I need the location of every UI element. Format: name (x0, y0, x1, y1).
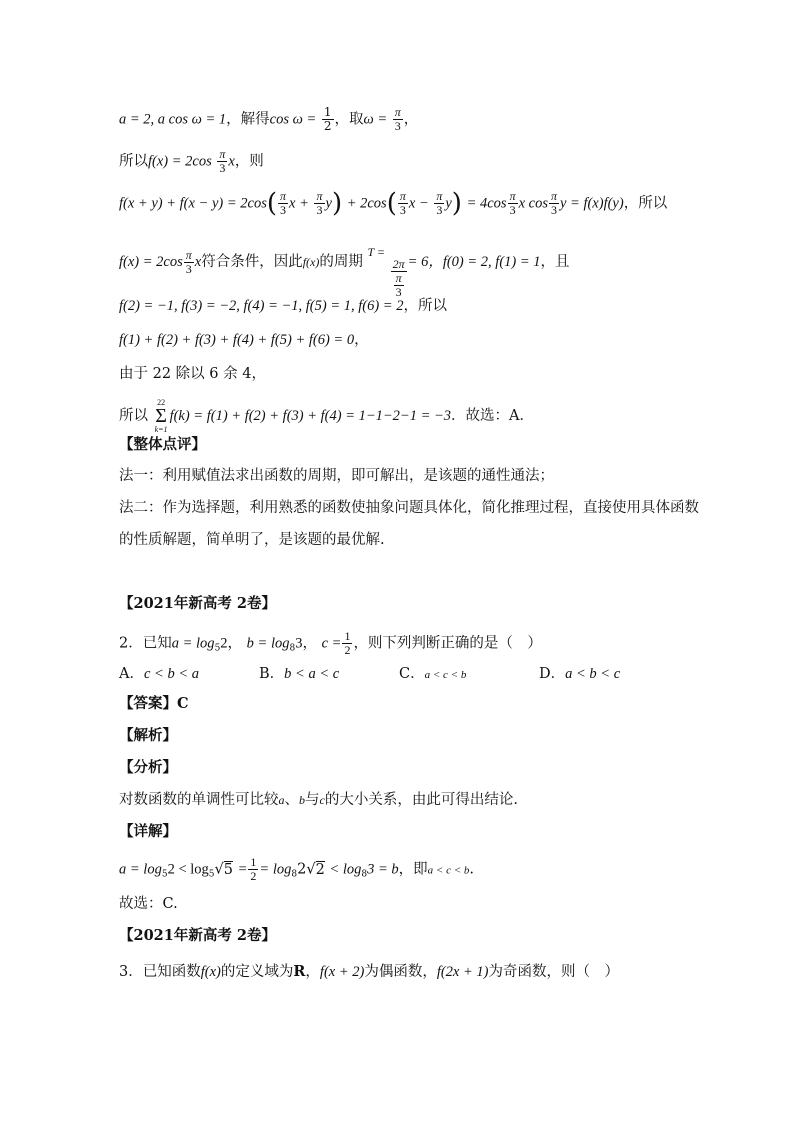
text-suoyi: ，所以 (623, 195, 668, 212)
q2-options (119, 664, 679, 685)
math-omega-eq: ω = (363, 111, 388, 128)
solution-line-8: 所以 22 Σ k=1 f(k) = f(1) + f(2) + f(3) + f(4) = 1−1−2−1 = −3．故选：A． (119, 398, 535, 434)
text-choice-a: ．故选：A． (451, 408, 535, 424)
q2-answer: 【答案】C (119, 695, 189, 712)
text-suoyi: 所以 (119, 153, 148, 170)
solution-line-6: f(1) + f(2) + f(3) + f(4) + f(5) + f(6) = 0， (119, 332, 369, 348)
review-method-1: 法一：利用赋值法求出函数的周期，即可解出，是该题的通性通法； (119, 468, 554, 484)
fraction-period: $\frac{2\pi}{\frac{\pi}{3}}$ (392, 257, 405, 299)
math-lhs: f(x + y) + f(x − y) = 2cos (119, 195, 267, 212)
fraction-half: $\frac{1}{2}$ (323, 105, 332, 133)
fraction-pi-3: $\frac{\pi}{3}$ (394, 105, 401, 133)
math-a-eq: a = 2, a cos ω = 1 (119, 111, 227, 128)
q2-detail: $a = \log_52 < \log_5√5$ = $\frac{1}{2}$ = $\log_82√2 < \log_83 = b$，即a < c < b. (119, 855, 474, 883)
fraction-pi-3: $\frac{\pi}{3}$ (509, 189, 516, 217)
option-c[interactable]: C．a < c < b (399, 666, 467, 682)
fraction-pi-3: $\frac{\pi}{3}$ (316, 189, 323, 217)
text-jiede: ，解得 (226, 111, 270, 128)
fraction-pi-3: $\frac{\pi}{3}$ (550, 189, 557, 217)
fraction-pi-3: $\frac{\pi}{3}$ (185, 247, 192, 276)
math-final-sum: f(k) = f(1) + f(2) + f(3) + f(4) = 1−1−2−1 = −3 (169, 408, 452, 424)
math-values: f(2) = −1, f(3) = −2, f(4) = −1, f(5) = 1, f(6) = 2 (119, 298, 404, 314)
solution-line-7 (119, 364, 266, 384)
solution-line-5: f(2) = −1, f(3) = −2, f(4) = −1, f(5) = 1, f(6) = 2，所以 (119, 298, 447, 314)
fraction-pi-3: $\frac{\pi}{3}$ (219, 147, 226, 175)
q2-choose: 故选：C. (119, 896, 178, 912)
fraction-pi-3: $\frac{\pi}{3}$ (436, 189, 443, 217)
math-x: x (228, 153, 235, 170)
q2-fenxi: 【分析】 (119, 759, 177, 776)
review-heading: 【整体点评】 (119, 436, 206, 453)
math-period: T = (367, 245, 386, 259)
option-a[interactable]: A．c < b < a (119, 666, 199, 682)
q3-stem: 3．已知函数f(x)的定义域为R，f(x + 2)为偶函数，f(2x + 1)为奇函数，则（ ） (119, 963, 619, 980)
text-remainder: 由于 22 除以 6 余 4， (119, 366, 266, 382)
option-d[interactable]: D．a < b < c (539, 666, 621, 682)
sigma-sum: 22 Σ k=1 (154, 398, 168, 434)
fraction-half: $\frac{1}{2}$ (344, 629, 351, 657)
review-method-2-cont: 的性质解题，简单明了，是该题的最优解. (119, 532, 385, 548)
solution-line-3: f(x + y) + f(x − y) = 2cos( $\frac{\pi}{3}$ x + $\frac{\pi}{3}$ y) + 2cos( $\frac{\pi}{3}$ x − $\frac{\pi}{3}$ y) = 4cos $\frac{\pi}{3}$ x cos $\frac{\pi}{3}$ y = f(x)f(y)，所以 (119, 188, 668, 219)
solution-line-4: f(x) = 2cos $\frac{\pi}{3}$ x符合条件，因此f(x)的周期 $^{T =}$ $\frac{2\pi}{\frac{\pi}{3}}$ = 6，f(0) = 2, f(1) = 1，且 (119, 245, 570, 299)
text-qu: ，取 (334, 111, 364, 128)
q2-source: 【2021年新高考 2卷】 (119, 595, 276, 612)
math-fx-def: f(x) = 2cos (119, 254, 183, 270)
text-conditions: 符合条件，因此 (201, 254, 303, 270)
punct: ， (403, 111, 419, 128)
q2-stem: 2．已知$a = \log_52$， $b = \log_83$， c = $\frac{1}{2}$ ，则下列判断正确的是（ ） (119, 629, 542, 657)
q2-analysis: 对数函数的单调性可比较a、b与c的大小关系，由此可得出结论. (119, 792, 518, 808)
math-fx-def: f(x) = 2cos (148, 153, 212, 170)
q3-source: 【2021年新高考 2卷】 (119, 927, 276, 944)
math-cos-omega: cos ω = (269, 111, 317, 128)
fraction-pi-3: $\frac{\pi}{3}$ (399, 189, 406, 217)
option-b[interactable]: B．b < a < c (259, 666, 340, 682)
fraction-half: $\frac{1}{2}$ (250, 855, 257, 883)
q2-jiexi: 【解析】 (119, 727, 177, 744)
solution-line-1 (119, 106, 418, 133)
math-sum-period: f(1) + f(2) + f(3) + f(4) + f(5) + f(6) = 0 (119, 332, 355, 348)
q2-xiangjie: 【详解】 (119, 823, 177, 840)
math-values: ，f(0) = 2, f(1) = 1 (428, 254, 541, 270)
fraction-pi-3: $\frac{\pi}{3}$ (280, 189, 287, 217)
solution-line-2 (119, 148, 264, 175)
review-method-2: 法二：作为选择题，利用熟悉的函数使抽象问题具体化，简化推理过程，直接使用具体函数 (119, 500, 699, 516)
text-ze: ，则 (234, 153, 264, 170)
